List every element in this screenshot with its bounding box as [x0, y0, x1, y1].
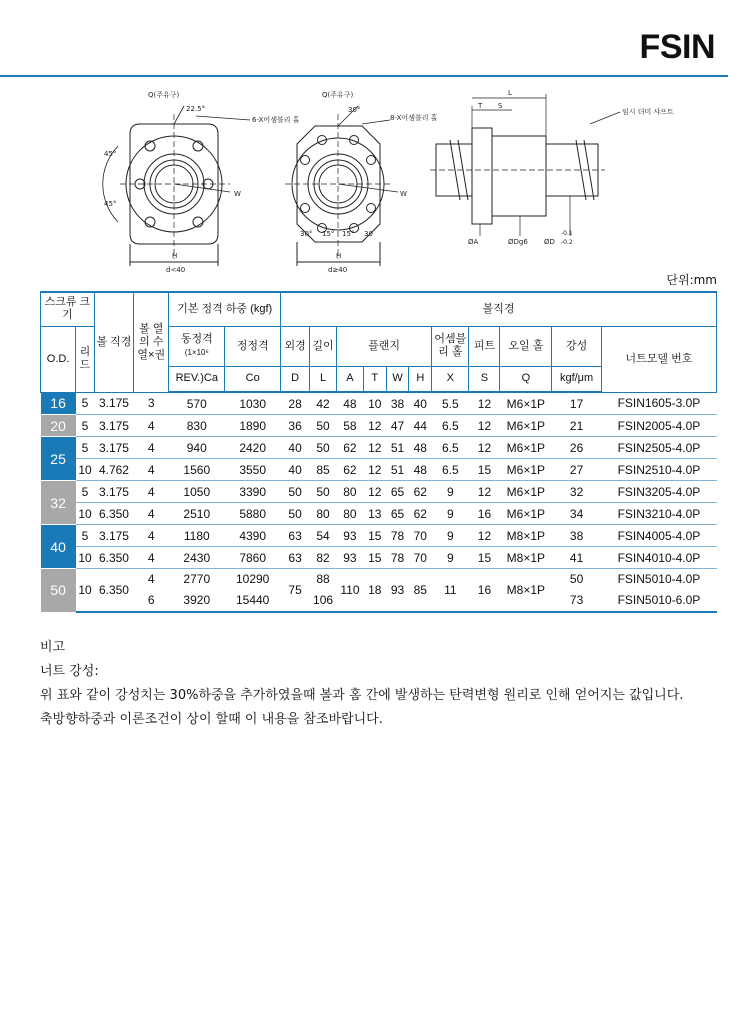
table-row — [41, 459, 717, 481]
hdr-outer-sym: D — [281, 366, 310, 392]
cell-D: 40 — [281, 437, 310, 459]
cell-X: 5.5 — [432, 392, 469, 415]
cell-W: 65 — [386, 481, 409, 503]
cell-k: 17 — [552, 392, 602, 415]
cell-ball: 3.175 — [94, 481, 133, 503]
cell-T: 10 — [363, 392, 386, 415]
cell-lead: 10 — [76, 503, 95, 525]
model-title: FSIN — [639, 28, 715, 66]
hdr-dynamic — [169, 326, 225, 366]
cell-co: 1030 — [225, 392, 281, 415]
table-row — [41, 547, 717, 569]
cell-ball: 3.175 — [94, 415, 133, 437]
v1-holes: 6-X어셈블리 홀 — [252, 116, 300, 124]
cell-rows: 3 — [134, 392, 169, 415]
cell-Q: M6×1P — [500, 415, 552, 437]
side-tol1: -0.1 — [561, 230, 573, 237]
side-dummy: 임시 더미 샤프트 — [622, 108, 674, 116]
cell-k: 41 — [552, 547, 602, 569]
cell-S: 12 — [469, 525, 500, 547]
cell-X: 9 — [432, 481, 469, 503]
cell-X: 6.5 — [432, 415, 469, 437]
co-a: 10290 — [235, 572, 270, 586]
cell-H: 85 — [409, 569, 432, 613]
table-row — [41, 415, 717, 437]
cell-A: 58 — [336, 415, 363, 437]
hdr-oil: 오일 홀 — [500, 326, 552, 366]
cell-ball: 4.762 — [94, 459, 133, 481]
hdr-dynamic-unit: (1×10⁶ — [184, 348, 209, 357]
cell-X: 6.5 — [432, 459, 469, 481]
cell-A: 48 — [336, 392, 363, 415]
cell-k: 27 — [552, 459, 602, 481]
cell-T: 13 — [363, 503, 386, 525]
cell-S: 12 — [469, 392, 500, 415]
cell-D: 63 — [281, 525, 310, 547]
od-cell: 32 — [41, 481, 76, 525]
v2-holes: 8-X어셈블리 홀 — [390, 114, 438, 122]
cell-ball: 3.175 — [94, 392, 133, 415]
front-view-small — [103, 106, 250, 266]
cell-model: FSIN4010-4.0P — [601, 547, 716, 569]
cell-L: 82 — [310, 547, 337, 569]
od-cell: 20 — [41, 415, 76, 437]
cell-k: 34 — [552, 503, 602, 525]
side-S: S — [498, 102, 503, 110]
cell-ball: 6.350 — [94, 503, 133, 525]
cell-co: 4390 — [225, 525, 281, 547]
hdr-od: O.D. — [41, 326, 76, 392]
side-T: T — [478, 102, 483, 110]
cell-lead: 10 — [76, 569, 95, 613]
cell-H: 70 — [409, 547, 432, 569]
cell-H: 44 — [409, 415, 432, 437]
v1-angle: 22.5° — [186, 105, 206, 113]
cell-H: 62 — [409, 503, 432, 525]
cell-rows — [134, 569, 169, 613]
cell-X: 9 — [432, 547, 469, 569]
cell-S: 16 — [469, 569, 500, 613]
cell-model: FSIN3210-4.0P — [601, 503, 716, 525]
table-row — [41, 392, 717, 415]
od-cell: 40 — [41, 525, 76, 569]
cell-lead: 5 — [76, 525, 95, 547]
v1-cond: d<40 — [166, 266, 186, 274]
hdr-h: H — [409, 366, 432, 392]
cell-model: FSIN2510-4.0P — [601, 459, 716, 481]
cell-X: 9 — [432, 525, 469, 547]
cell-co: 5880 — [225, 503, 281, 525]
cell-co: 2420 — [225, 437, 281, 459]
side-phiDg6: ØDg6 — [508, 238, 528, 246]
cell-S: 15 — [469, 459, 500, 481]
cell-S: 12 — [469, 415, 500, 437]
cell-X: 9 — [432, 503, 469, 525]
hdr-flange: 플랜지 — [336, 326, 431, 366]
cell-ca: 940 — [169, 437, 225, 459]
cell-S: 12 — [469, 437, 500, 459]
cell-ca: 2430 — [169, 547, 225, 569]
cell-Q: M6×1P — [500, 459, 552, 481]
co-b: 15440 — [235, 593, 270, 607]
v2-a2: 15° — [322, 230, 335, 238]
cell-ca: 1050 — [169, 481, 225, 503]
cell-L: 50 — [310, 415, 337, 437]
hdr-load-group: 기본 정격 하중 (kgf) — [169, 292, 281, 326]
cell-H: 62 — [409, 481, 432, 503]
ca-b: 3920 — [183, 593, 211, 607]
hdr-assembly: 어셈블리 홀 — [432, 326, 469, 366]
cell-T: 12 — [363, 415, 386, 437]
v2-angle: 30° — [348, 106, 361, 114]
table-row — [41, 525, 717, 547]
hdr-pitch: 피트 — [469, 326, 500, 366]
cell-T: 18 — [363, 569, 386, 613]
hdr-w: W — [386, 366, 409, 392]
cell-ca: 830 — [169, 415, 225, 437]
hdr-length: 길이 — [310, 326, 337, 366]
spec-table — [40, 291, 717, 613]
cell-Q: M6×1P — [500, 437, 552, 459]
hdr-a: A — [336, 366, 363, 392]
hdr-dynamic-unit2: REV.)Ca — [169, 366, 225, 392]
cell-A: 110 — [336, 569, 363, 613]
v1-deg-bottom: 45° — [104, 200, 117, 208]
v1-deg-top: 45° — [104, 150, 117, 158]
v2-w: W — [400, 190, 407, 198]
v2-a4: 30 — [364, 230, 373, 238]
cell-ball: 6.350 — [94, 569, 133, 613]
cell-D: 28 — [281, 392, 310, 415]
v2-h: H — [336, 252, 342, 260]
cell-W: 38 — [386, 392, 409, 415]
cell-Q: M6×1P — [500, 392, 552, 415]
hdr-model: 너트모델 번호 — [601, 326, 716, 392]
cell-ca: 2510 — [169, 503, 225, 525]
cell-L: 54 — [310, 525, 337, 547]
cell-W: 47 — [386, 415, 409, 437]
v2-cond: d≥40 — [328, 266, 348, 274]
cell-W: 51 — [386, 437, 409, 459]
cell-k — [552, 569, 602, 613]
table-row — [41, 437, 717, 459]
cell-W: 78 — [386, 525, 409, 547]
cell-model: FSIN3205-4.0P — [601, 481, 716, 503]
cell-L: 50 — [310, 437, 337, 459]
rows-a: 4 — [147, 572, 155, 586]
hdr-pitch-sym: S — [469, 366, 500, 392]
l-a: 88 — [316, 572, 330, 586]
cell-co: 3390 — [225, 481, 281, 503]
table-row — [41, 569, 717, 613]
hdr-ball-rows: 볼 열의 수 열×권 — [134, 292, 169, 392]
hdr-outer: 외경 — [281, 326, 310, 366]
cell-H: 70 — [409, 525, 432, 547]
cell-rows: 4 — [134, 525, 169, 547]
cell-W: 78 — [386, 547, 409, 569]
hdr-stiffness-unit: kgf/μm — [552, 366, 602, 392]
cell-A: 93 — [336, 525, 363, 547]
l-b: 106 — [313, 593, 334, 607]
cell-D: 75 — [281, 569, 310, 613]
cell-co: 1890 — [225, 415, 281, 437]
cell-W: 51 — [386, 459, 409, 481]
cell-Q: M6×1P — [500, 503, 552, 525]
cell-k: 26 — [552, 437, 602, 459]
cell-rows: 4 — [134, 459, 169, 481]
cell-lead: 10 — [76, 547, 95, 569]
side-L: L — [508, 89, 512, 97]
cell-S: 16 — [469, 503, 500, 525]
notes-subheading: 너트 강성: — [40, 664, 99, 679]
cell-D: 36 — [281, 415, 310, 437]
cell-D: 50 — [281, 481, 310, 503]
cell-X: 11 — [432, 569, 469, 613]
cell-D: 63 — [281, 547, 310, 569]
cell-S: 12 — [469, 481, 500, 503]
cell-D: 40 — [281, 459, 310, 481]
cell-model: FSIN2005-4.0P — [601, 415, 716, 437]
cell-X: 6.5 — [432, 437, 469, 459]
side-tol2: -0.2 — [561, 239, 573, 246]
cell-Q: M8×1P — [500, 525, 552, 547]
cell-ball: 3.175 — [94, 525, 133, 547]
v1-q-label: Q(주유구) — [148, 91, 180, 99]
hdr-t: T — [363, 366, 386, 392]
hdr-lead: 리드 — [76, 326, 95, 392]
model-a: FSIN5010-4.0P — [617, 572, 701, 586]
cell-W: 93 — [386, 569, 409, 613]
hdr-stiffness: 강성 — [552, 326, 602, 366]
cell-ca: 570 — [169, 392, 225, 415]
cell-ball: 6.350 — [94, 547, 133, 569]
cell-lead: 5 — [76, 481, 95, 503]
cell-Q: M8×1P — [500, 569, 552, 613]
hdr-dynamic-label: 동정격 — [180, 333, 213, 345]
od-cell: 50 — [41, 569, 76, 613]
hdr-oil-sym: Q — [500, 366, 552, 392]
v2-a3: 15° — [342, 230, 355, 238]
cell-T: 15 — [363, 525, 386, 547]
cell-S: 15 — [469, 547, 500, 569]
cell-T: 12 — [363, 437, 386, 459]
od-cell: 25 — [41, 437, 76, 481]
cell-H: 40 — [409, 392, 432, 415]
spec-body — [41, 392, 717, 612]
hdr-assembly-sym: X — [432, 366, 469, 392]
cell-A: 80 — [336, 503, 363, 525]
cell-T: 12 — [363, 459, 386, 481]
hdr-screw-size: 스크류 크기 — [41, 292, 95, 326]
cell-lead: 5 — [76, 437, 95, 459]
cell-D: 50 — [281, 503, 310, 525]
v1-w: W — [234, 190, 241, 198]
table-row — [41, 503, 717, 525]
cell-L: 85 — [310, 459, 337, 481]
front-view-large — [285, 106, 398, 266]
cell-ca: 1560 — [169, 459, 225, 481]
hdr-static-unit: Co — [225, 366, 281, 392]
side-view — [430, 94, 620, 236]
cell-ball: 3.175 — [94, 437, 133, 459]
side-phiA: ØA — [468, 238, 479, 246]
technical-drawing — [100, 84, 720, 280]
v2-a1: 30° — [300, 230, 313, 238]
cell-lead: 5 — [76, 392, 95, 415]
cell-A: 62 — [336, 437, 363, 459]
v1-h: H — [172, 252, 178, 260]
side-phiD: ØD — [544, 238, 555, 246]
cell-H: 48 — [409, 459, 432, 481]
cell-Q: M6×1P — [500, 481, 552, 503]
cell-co: 7860 — [225, 547, 281, 569]
cell-lead: 10 — [76, 459, 95, 481]
cell-A: 93 — [336, 547, 363, 569]
rows-b: 6 — [147, 593, 155, 607]
cell-rows: 4 — [134, 437, 169, 459]
cell-co — [225, 569, 281, 613]
cell-T: 12 — [363, 481, 386, 503]
unit-label: 단위:mm — [666, 273, 717, 287]
cell-k: 38 — [552, 525, 602, 547]
cell-Q: M8×1P — [500, 547, 552, 569]
cell-model: FSIN2505-4.0P — [601, 437, 716, 459]
cell-H: 48 — [409, 437, 432, 459]
cell-A: 62 — [336, 459, 363, 481]
cell-L: 50 — [310, 481, 337, 503]
cell-model: FSIN1605-3.0P — [601, 392, 716, 415]
cell-T: 15 — [363, 547, 386, 569]
hdr-length-sym: L — [310, 366, 337, 392]
cell-lead: 5 — [76, 415, 95, 437]
cell-rows: 4 — [134, 481, 169, 503]
notes-line-2: 축방향하중과 이론조건이 상이 할때 이 내용을 참조바랍니다. — [40, 712, 383, 727]
cell-A: 80 — [336, 481, 363, 503]
cell-model — [601, 569, 716, 613]
hdr-static: 정정격 — [225, 326, 281, 366]
cell-rows: 4 — [134, 547, 169, 569]
cell-rows: 4 — [134, 503, 169, 525]
notes-line-1: 위 표와 같이 강성치는 30%하중을 추가하였을때 볼과 홈 간에 발생하는 탄력변형 원리로 인해 얻어지는 값입니다. — [40, 688, 684, 703]
cell-W: 65 — [386, 503, 409, 525]
ca-a: 2770 — [183, 572, 211, 586]
k-a: 50 — [569, 572, 584, 586]
hdr-nut-size: 볼직경 — [281, 292, 717, 326]
od-cell: 16 — [41, 392, 76, 415]
cell-ca — [169, 569, 225, 613]
cell-k: 32 — [552, 481, 602, 503]
cell-L: 42 — [310, 392, 337, 415]
cell-model: FSIN4005-4.0P — [601, 525, 716, 547]
title-rule — [0, 75, 728, 77]
k-b: 73 — [569, 593, 584, 607]
hdr-ball-dia: 볼 직경 — [94, 292, 133, 392]
cell-ca: 1180 — [169, 525, 225, 547]
model-b: FSIN5010-6.0P — [617, 593, 701, 607]
cell-L — [310, 569, 337, 613]
cell-rows: 4 — [134, 415, 169, 437]
cell-co: 3550 — [225, 459, 281, 481]
cell-k: 21 — [552, 415, 602, 437]
v2-q-label: Q(주유구) — [322, 91, 354, 99]
notes-heading: 비고 — [40, 640, 66, 655]
table-row — [41, 481, 717, 503]
notes-section — [40, 636, 720, 732]
cell-L: 80 — [310, 503, 337, 525]
